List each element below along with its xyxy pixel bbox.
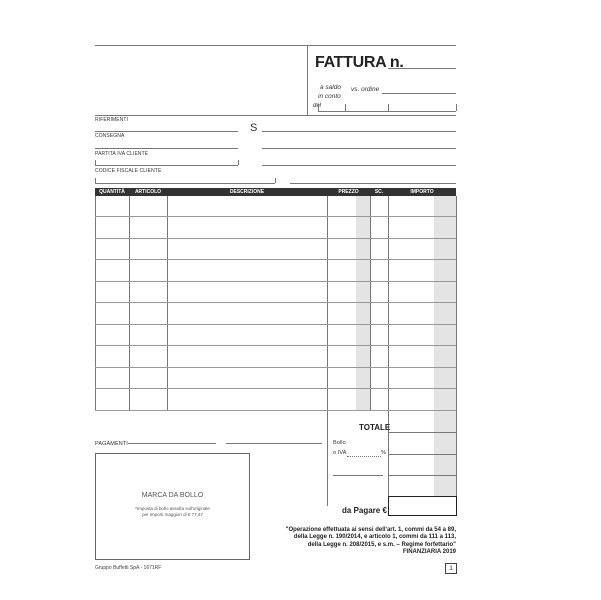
vs-ordine-label: vs. ordine — [351, 86, 380, 93]
table-row — [95, 281, 456, 282]
table-row — [95, 216, 456, 217]
iva-amount-line-2 — [388, 475, 456, 476]
riferimenti-underline — [95, 131, 238, 132]
table-row — [95, 410, 456, 411]
bollo-label: Bollo — [333, 440, 346, 446]
legal-text — [255, 527, 456, 557]
iva-line — [347, 456, 381, 457]
col-line-2 — [167, 196, 168, 411]
header-divider — [307, 45, 308, 115]
invoice-number-line — [388, 68, 456, 69]
table-row — [95, 238, 456, 239]
table-left — [95, 196, 96, 411]
table-row — [95, 388, 456, 389]
col-line-3 — [327, 196, 328, 506]
col-articolo: ARTICOLO — [134, 189, 162, 195]
table-row — [95, 259, 456, 260]
vs-ordine-line — [382, 93, 456, 94]
del-tick-4 — [456, 104, 457, 111]
percent-label: % — [381, 450, 386, 456]
marca-note-line2: per importi maggiori di € 77,47 — [142, 512, 203, 517]
da-pagare-box — [388, 496, 457, 516]
col-importo: IMPORTO — [410, 189, 434, 195]
piva-tick-right — [238, 160, 239, 165]
del-line — [318, 111, 456, 112]
s-mark: S — [250, 122, 258, 134]
del-tick-2 — [345, 104, 346, 111]
col-line-4 — [370, 196, 371, 411]
prezzo-shade — [356, 196, 370, 411]
col-prezzo: PREZZO — [338, 189, 359, 195]
cf-tick-right — [275, 178, 276, 183]
address-line-4 — [290, 183, 456, 184]
in-conto-label: in conto — [318, 93, 341, 100]
codice-fiscale-label: CODICE FISCALE CLIENTE — [95, 168, 162, 174]
copy-number-box — [445, 563, 457, 574]
col-line-1 — [129, 196, 130, 411]
riferimenti-line — [95, 115, 456, 116]
importo-shade — [434, 196, 456, 496]
iva-amount-line-1 — [333, 475, 383, 476]
table-row — [95, 302, 456, 303]
legal-line-1: "Operazione effettuata ai sensi dell'art. 1, commi da 54 a 89, — [285, 527, 456, 533]
bollo-amount-line — [388, 454, 456, 455]
top-border — [95, 45, 456, 46]
del-tick-3 — [388, 104, 389, 111]
address-line-2 — [262, 148, 456, 149]
address-line-3 — [262, 165, 456, 166]
table-row — [95, 345, 456, 346]
consegna-underline — [95, 148, 238, 149]
table-row — [95, 367, 456, 368]
legal-line-2: della Legge n. 190/2014, e articolo 1, commi da 111 a 113, — [293, 534, 456, 541]
marca-note-line1: *Imposta di bollo assolta sull'originale — [135, 506, 210, 511]
o-iva-label: o IVA — [333, 450, 347, 456]
address-line-1 — [262, 131, 456, 132]
col-sconto: SC. — [374, 189, 384, 195]
piva-tick-left — [95, 160, 96, 165]
invoice-title: FATTURA n. — [315, 54, 404, 71]
col-descrizione: DESCRIZIONE — [229, 189, 265, 195]
pagamenti-line-2 — [226, 443, 322, 444]
partita-iva-line — [95, 165, 238, 166]
riferimenti-label: RIFERIMENTI — [95, 117, 129, 123]
totale-label: TOTALE — [359, 423, 391, 432]
totale-line — [388, 432, 456, 433]
legal-line-4: FINANZIARIA 2019 — [402, 549, 456, 556]
partita-iva-label: PARTITA IVA CLIENTE — [95, 151, 149, 157]
pagamenti-line-1 — [128, 443, 216, 444]
col-quantita: QUANTITÀ — [99, 189, 125, 195]
copy-number: 1 — [449, 565, 453, 572]
del-tick-1 — [318, 104, 319, 111]
publisher-label: Gruppo Buffetti SpA - 1671RF — [95, 565, 162, 571]
a-saldo-label: a saldo — [320, 84, 341, 91]
codice-fiscale-line — [95, 183, 275, 184]
table-header — [95, 188, 456, 196]
pagamenti-label: PAGAMENTI — [95, 441, 128, 447]
marca-da-bollo-title: MARCA DA BOLLO — [141, 492, 204, 499]
del-label: del — [313, 103, 322, 109]
col-line-5 — [388, 196, 389, 496]
consegna-label: CONSEGNA — [95, 133, 125, 139]
da-pagare-label: da Pagare € — [342, 506, 387, 515]
legal-line-3: della Legge n. 208/2015, e s.m. – Regime forfettario" — [307, 541, 456, 548]
table-row — [95, 324, 456, 325]
table-right — [456, 196, 457, 496]
cf-tick-left — [95, 178, 96, 183]
